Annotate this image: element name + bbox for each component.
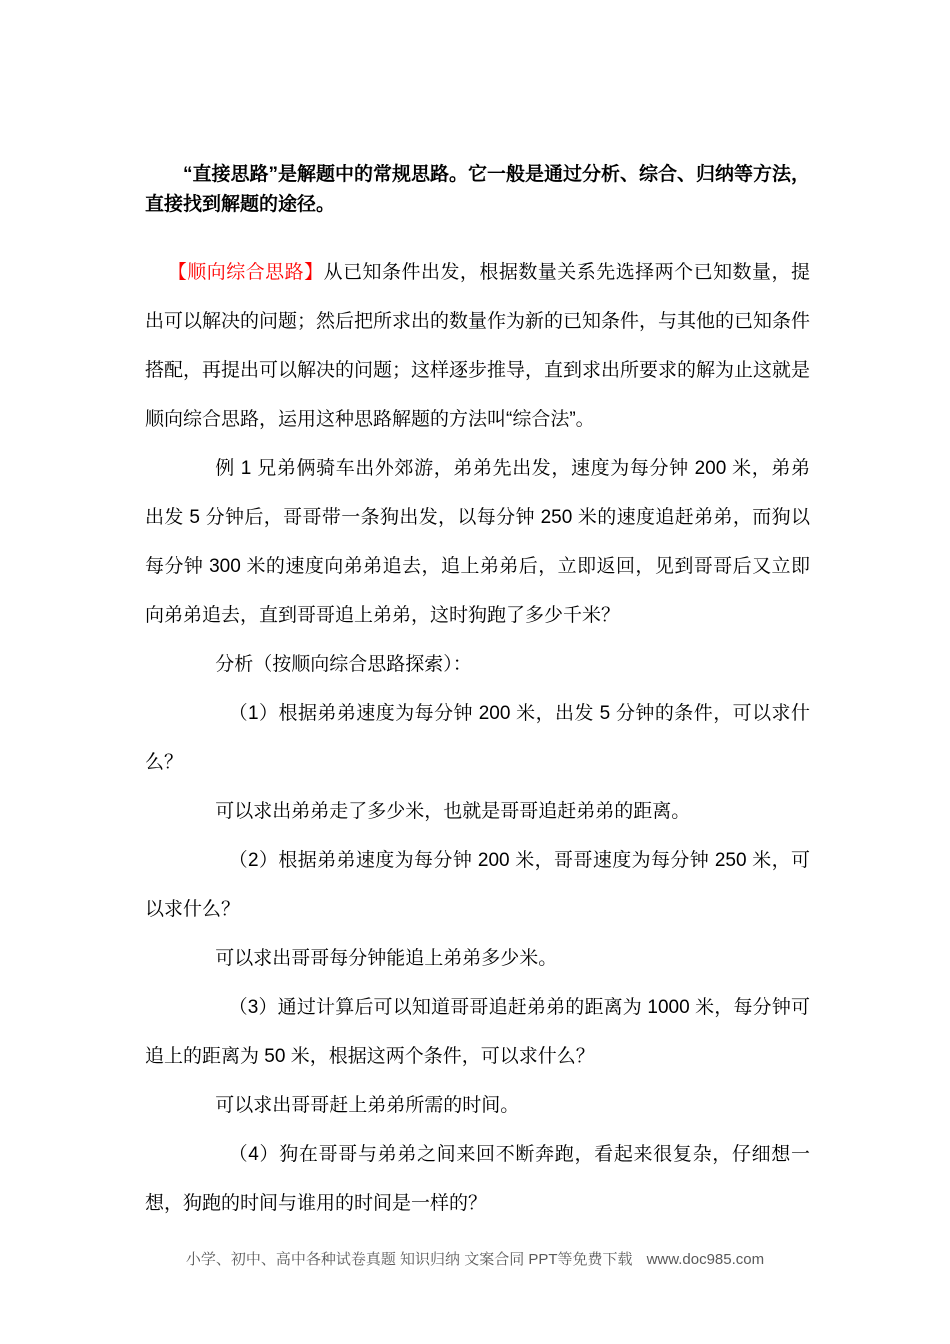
document-content — [145, 160, 810, 1228]
answer-1: 可以求出弟弟走了多少米，也就是哥哥追赶弟弟的距离。 — [215, 801, 691, 822]
section-label: 【顺向综合思路】 — [167, 262, 324, 283]
question-1: （1）根据弟弟速度为每分钟 200 米，出发 5 分钟的条件，可以求什么？ — [145, 703, 810, 773]
section-text: 从已知条件出发，根据数量关系先选择两个已知数量，提出可以解决的问题；然后把所求出的数量作为新的已知条件，与其他的已知条件搭配，再提出可以解决的问题；这样逐步推导，直到求出所要求的解为止这就是顺向综合思路，运用这种思路解题的方法叫“综合法”。 — [145, 262, 811, 430]
question-2: （2）根据弟弟速度为每分钟 200 米，哥哥速度为每分钟 250 米，可以求什么？ — [145, 850, 810, 920]
question-3: （3）通过计算后可以知道哥哥追赶弟弟的距离为 1000 米，每分钟可追上的距离为 50 米，根据这两个条件，可以求什么？ — [145, 997, 810, 1067]
answer-2: 可以求出哥哥每分钟能追上弟弟多少米。 — [215, 948, 558, 969]
analysis-heading: 分析（按顺向综合思路探索）： — [215, 654, 472, 675]
answer-3: 可以求出哥哥赶上弟弟所需的时间。 — [215, 1095, 520, 1116]
section-paragraph — [145, 248, 810, 444]
page-footer — [0, 1250, 950, 1270]
footer-text: 小学、初中、高中各种试卷真题 知识归纳 文案合同 PPT等免费下载 — [185, 1251, 633, 1268]
footer-url: www.doc985.com — [646, 1251, 765, 1268]
question-4: （4）狗在哥哥与弟弟之间来回不断奔跑，看起来很复杂，仔细想一想，狗跑的时间与谁用的时间是一样的？ — [145, 1144, 810, 1214]
example-paragraph: 例 1 兄弟俩骑车出外郊游，弟弟先出发，速度为每分钟 200 米，弟弟出发 5 分钟后，哥哥带一条狗出发，以每分钟 250 米的速度追赶弟弟，而狗以每分钟 300 米的速度向弟弟追去，追上弟弟后，立即返回，见到哥哥后又立即向弟弟追去，直到哥哥追上弟弟，这时狗跑了多少千米？ — [145, 458, 810, 626]
intro-paragraph: “直接思路”是解题中的常规思路。它一般是通过分析、综合、归纳等方法，直接找到解题的途径。 — [145, 164, 811, 215]
